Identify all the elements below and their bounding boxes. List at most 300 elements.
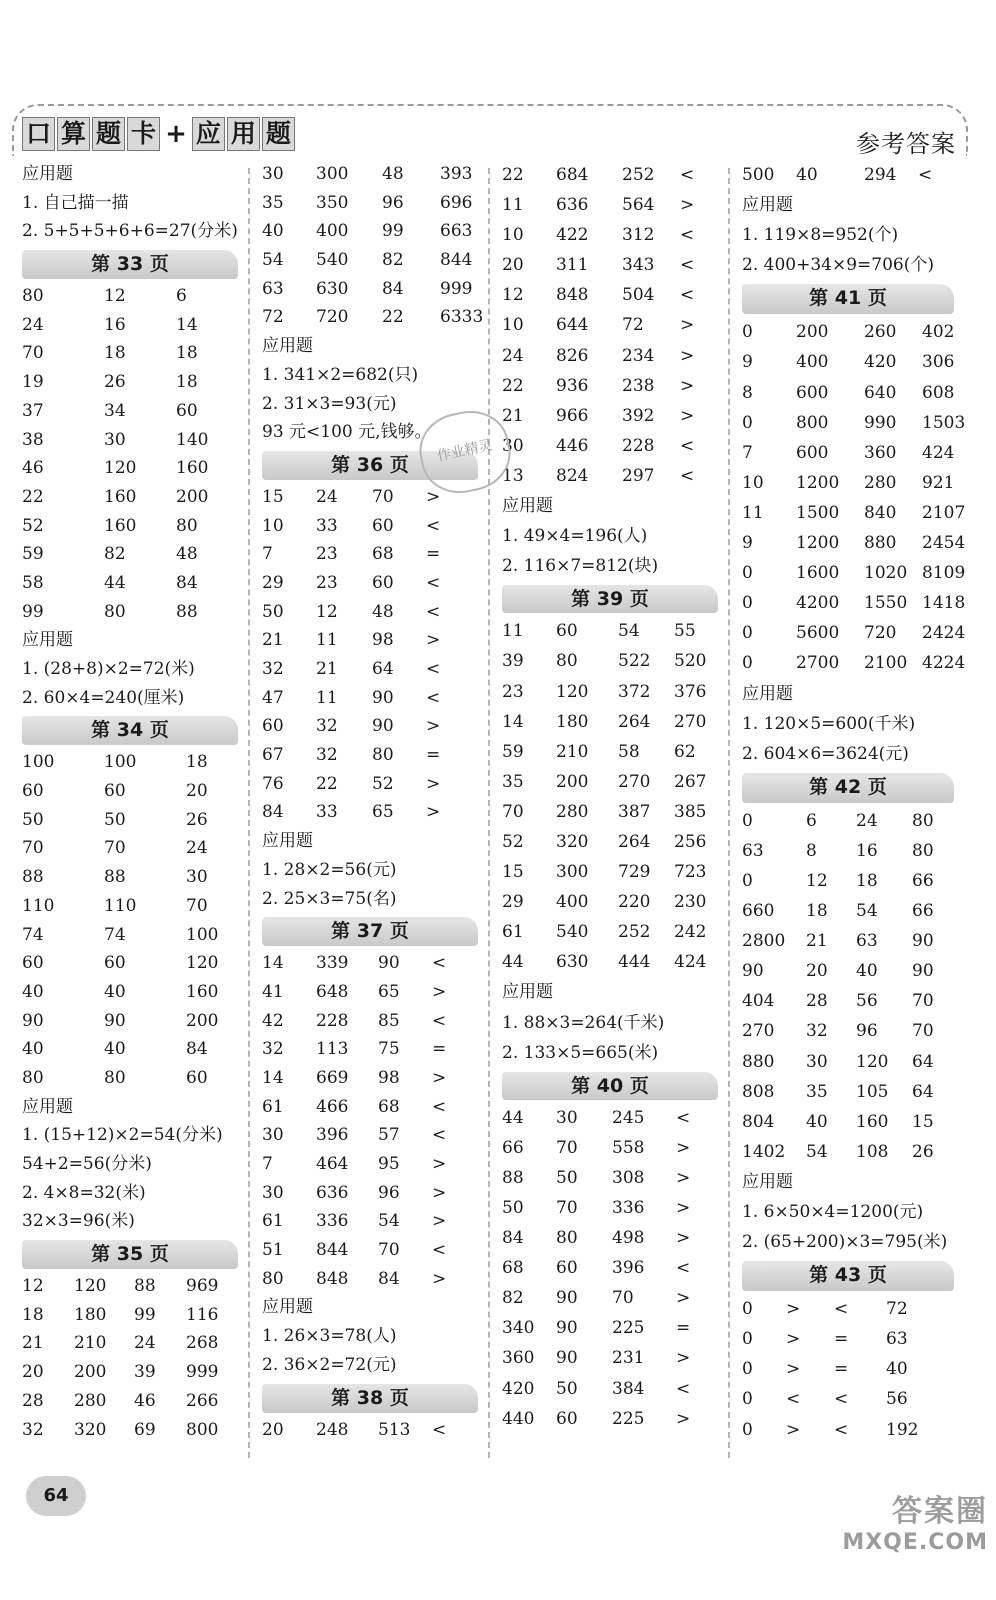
title-char: 题: [262, 117, 295, 151]
answer-cell: 32: [316, 716, 338, 737]
answer-cell: 13: [502, 465, 524, 486]
answer-row: [22, 1416, 238, 1445]
answer-row: [22, 1035, 238, 1064]
answer-row: [262, 1150, 478, 1179]
answer-cell: 1418: [922, 593, 966, 614]
answer-cell: 70: [186, 895, 208, 916]
answer-cell: 56: [856, 991, 878, 1012]
answer-cell: <: [432, 1240, 447, 1261]
answer-cell: 8: [742, 382, 753, 403]
answer-cell: 80: [912, 810, 934, 831]
answer-row: [742, 558, 966, 588]
answer-cell: 50: [556, 1378, 578, 1399]
answer-row: [502, 190, 718, 220]
answer-cell: 120: [556, 681, 589, 702]
answer-line: 93 元<100 元,钱够。: [262, 422, 432, 443]
answer-cell: 7: [262, 1154, 273, 1174]
answer-cell: >: [676, 1348, 691, 1369]
answer-row: [262, 160, 478, 189]
answer-cell: 60: [22, 781, 44, 802]
answer-cell: 385: [674, 801, 707, 822]
answer-cell: =: [432, 1039, 447, 1060]
answer-cell: 12: [104, 286, 126, 307]
answer-cell: 424: [922, 442, 955, 463]
answer-cell: 60: [556, 1258, 578, 1279]
answer-cell: 20: [186, 781, 208, 802]
answer-cell: 66: [502, 1137, 524, 1158]
answer-cell: 392: [622, 405, 655, 426]
answer-row: [262, 1236, 478, 1265]
answer-cell: 522: [618, 651, 651, 672]
answer-row: [742, 866, 954, 896]
answer-cell: 500: [742, 165, 775, 185]
section-label: 应用题: [502, 496, 553, 517]
answer-cell: 11: [502, 621, 524, 642]
answer-cell: 55: [674, 621, 696, 642]
answer-cell: >: [426, 773, 441, 794]
title-char: 用: [227, 117, 260, 151]
answer-cell: 0: [742, 1419, 753, 1440]
answer-cell: 238: [622, 375, 655, 396]
answer-cell: 225: [612, 1318, 645, 1339]
answer-cell: 1503: [922, 412, 966, 433]
answer-cell: 64: [372, 659, 394, 679]
answer-cell: 98: [378, 1067, 400, 1088]
answer-cell: 513: [378, 1419, 411, 1440]
answer-cell: =: [834, 1359, 849, 1380]
answer-cell: 30: [262, 1125, 284, 1146]
answer-cell: 608: [922, 382, 955, 403]
answer-cell: 26: [104, 372, 126, 393]
answer-cell: 96: [856, 1021, 878, 1042]
answer-cell: 0: [742, 1329, 753, 1350]
answer-cell: 260: [864, 322, 897, 343]
answer-cell: 50: [104, 809, 126, 830]
answer-cell: 80: [262, 1268, 284, 1289]
answer-row: [262, 712, 478, 741]
answer-row: [262, 275, 478, 304]
answer-cell: 663: [440, 221, 473, 242]
answer-cell: 297: [622, 465, 655, 486]
answer-row: [22, 368, 238, 397]
answer-cell: 34: [104, 400, 126, 421]
answer-row: [22, 483, 238, 512]
answer-cell: 210: [74, 1333, 107, 1354]
answer-cell: 30: [556, 1107, 578, 1128]
answer-row: [502, 1103, 718, 1133]
answer-cell: <: [432, 1125, 447, 1146]
answer-row: [742, 896, 954, 926]
answer-row: [262, 1007, 478, 1036]
watermark-line1: 答案圈: [892, 1494, 988, 1529]
answer-row: [262, 1416, 478, 1445]
answer-cell: 99: [22, 601, 44, 622]
answer-cell: >: [432, 1182, 447, 1203]
answer-cell: 160: [104, 515, 137, 536]
answer-cell: 6333: [440, 307, 484, 328]
answer-cell: <: [426, 687, 441, 708]
answer-cell: >: [676, 1137, 691, 1158]
answer-row: [502, 887, 718, 917]
answer-cell: >: [680, 195, 695, 216]
answer-cell: 70: [378, 1240, 400, 1261]
answer-cell: 8: [806, 840, 817, 861]
answer-cell: 6: [806, 810, 817, 831]
answer-cell: 33: [316, 515, 338, 536]
answer-cell: 72: [622, 315, 644, 336]
answer-row: [262, 569, 478, 598]
answer-row: [262, 598, 478, 627]
answer-cell: 999: [440, 278, 473, 299]
answer-cell: 99: [134, 1304, 156, 1325]
answer-cell: 80: [104, 1067, 126, 1088]
answer-cell: 70: [912, 1021, 934, 1042]
page-heading-banner: 第 36 页: [262, 451, 478, 480]
page-heading-banner: 第 38 页: [262, 1384, 478, 1413]
answer-line: 1. (28+8)×2=72(米): [22, 659, 195, 679]
answer-cell: 12: [316, 601, 338, 622]
answer-cell: 969: [186, 1276, 219, 1297]
answer-row: [742, 1047, 954, 1077]
answer-cell: 84: [186, 1039, 208, 1060]
answer-row: [502, 160, 718, 190]
answer-cell: 422: [556, 225, 589, 246]
answer-cell: <: [918, 165, 933, 185]
answer-line: 1. 6×50×4=1200(元): [742, 1202, 924, 1222]
answer-line: 1. 自己描一描: [22, 192, 129, 213]
answer-cell: 10: [502, 315, 524, 336]
answer-cell: 396: [612, 1258, 645, 1279]
answer-cell: 826: [556, 345, 589, 366]
answer-cell: 61: [502, 922, 524, 943]
answer-cell: 70: [502, 801, 524, 822]
answer-cell: 62: [674, 741, 696, 762]
answer-cell: 35: [262, 192, 284, 213]
answer-cell: 640: [864, 382, 897, 403]
answer-row: [262, 540, 478, 569]
answer-row: [502, 646, 718, 676]
answer-cell: 11: [316, 630, 338, 651]
answer-cell: 10: [742, 472, 764, 493]
answer-cell: 90: [912, 961, 934, 982]
answer-cell: 0: [742, 623, 753, 644]
answer-cell: 70: [612, 1288, 634, 1309]
answer-cell: <: [432, 953, 447, 974]
answer-row: [22, 512, 238, 541]
answer-cell: 2454: [922, 533, 966, 554]
answer-cell: 50: [262, 601, 284, 622]
answer-cell: 424: [674, 952, 707, 973]
section-label: 应用题: [502, 982, 553, 1003]
answer-cell: >: [680, 315, 695, 336]
answer-row: [22, 311, 238, 340]
answer-cell: 420: [502, 1378, 535, 1399]
answer-cell: 376: [674, 681, 707, 702]
answer-cell: 404: [742, 991, 775, 1012]
answer-cell: 64: [912, 1051, 934, 1072]
answer-cell: 15: [502, 862, 524, 883]
answer-cell: 14: [262, 953, 284, 974]
answer-cell: 40: [104, 981, 126, 1002]
answer-cell: 21: [806, 931, 828, 952]
answer-row: [502, 461, 718, 491]
answer-cell: 12: [806, 870, 828, 891]
answer-cell: 0: [742, 412, 753, 433]
answer-cell: 800: [796, 412, 829, 433]
answer-row: [742, 1016, 954, 1046]
answer-cell: 540: [556, 922, 589, 943]
answer-line: 1. 26×3=78(人): [262, 1326, 397, 1347]
answer-cell: 720: [864, 623, 897, 644]
answer-row: [262, 770, 478, 799]
answer-cell: 24: [316, 486, 338, 507]
answer-cell: 4200: [796, 593, 840, 614]
answer-cell: 54: [618, 621, 640, 642]
answer-cell: 84: [378, 1268, 400, 1289]
answer-cell: 54: [806, 1141, 828, 1162]
answer-cell: 180: [556, 711, 589, 732]
answer-cell: <: [680, 465, 695, 486]
answer-cell: 0: [742, 563, 753, 584]
answer-row: [502, 431, 718, 461]
answer-row: [22, 1329, 238, 1358]
answer-cell: 63: [856, 931, 878, 952]
answer-cell: >: [676, 1228, 691, 1249]
answer-cell: 360: [864, 442, 897, 463]
answer-cell: 82: [104, 544, 126, 565]
answer-cell: 0: [742, 870, 753, 891]
answer-cell: =: [834, 1329, 849, 1350]
answer-cell: 52: [22, 515, 44, 536]
title-char: 算: [57, 117, 90, 151]
answer-cell: 58: [22, 572, 44, 593]
answer-cell: 800: [186, 1419, 219, 1440]
answer-row: [262, 217, 478, 246]
answer-row: [22, 454, 238, 483]
answer-row: [262, 246, 478, 275]
answer-cell: 14: [502, 711, 524, 732]
answer-cell: 24: [22, 314, 44, 335]
answer-cell: 840: [864, 502, 897, 523]
answer-cell: 30: [104, 429, 126, 450]
answer-row: [742, 648, 966, 678]
answer-cell: 1402: [742, 1141, 786, 1162]
answer-row: [22, 569, 238, 598]
answer-cell: 44: [104, 572, 126, 593]
answer-cell: 400: [556, 892, 589, 913]
answer-cell: <: [786, 1389, 801, 1410]
answer-cell: 29: [262, 572, 284, 593]
answer-cell: >: [680, 405, 695, 426]
answer-cell: 1600: [796, 563, 840, 584]
answer-cell: 80: [556, 1228, 578, 1249]
answer-cell: 50: [502, 1198, 524, 1218]
answer-cell: 85: [378, 1010, 400, 1031]
page-heading-banner: 第 43 页: [742, 1261, 954, 1291]
answer-row: [502, 280, 718, 310]
answer-cell: 396: [316, 1125, 349, 1146]
answer-cell: 21: [316, 659, 338, 679]
answer-cell: 280: [864, 472, 897, 493]
answer-cell: 160: [176, 458, 209, 479]
answer-cell: 18: [22, 1304, 44, 1325]
answer-cell: 35: [502, 771, 524, 792]
answer-cell: 0: [742, 810, 753, 831]
answer-cell: 90: [372, 716, 394, 737]
answer-cell: 38: [22, 429, 44, 450]
answer-cell: 96: [378, 1182, 400, 1203]
answer-line: 2. 60×4=240(厘米): [22, 687, 185, 708]
answer-cell: 30: [262, 164, 284, 184]
answer-cell: 2100: [864, 653, 908, 674]
answer-cell: 0: [742, 593, 753, 614]
stamp-text: 作业精灵: [435, 437, 494, 465]
answer-cell: 22: [316, 773, 338, 794]
section-label: 应用题: [22, 164, 73, 184]
answer-cell: 90: [556, 1348, 578, 1369]
answer-row: [262, 303, 484, 332]
answer-cell: 59: [22, 544, 44, 565]
answer-cell: 113: [316, 1039, 349, 1060]
answer-cell: 54: [856, 901, 878, 922]
answer-cell: 160: [104, 486, 137, 507]
answer-cell: 58: [618, 741, 640, 762]
answer-cell: 16: [104, 314, 126, 335]
answer-cell: 60: [556, 1408, 578, 1429]
answer-cell: 402: [922, 322, 955, 343]
answer-cell: 21: [22, 1333, 44, 1354]
answer-cell: 35: [806, 1081, 828, 1102]
answer-cell: 51: [262, 1240, 284, 1261]
answer-cell: 70: [556, 1137, 578, 1158]
answer-cell: 22: [382, 307, 404, 328]
answer-cell: 90: [912, 931, 934, 952]
title-char: 应: [192, 117, 225, 151]
answer-cell: 48: [382, 164, 404, 184]
answer-cell: 1550: [864, 593, 908, 614]
answer-cell: 18: [176, 372, 198, 393]
answer-cell: 228: [316, 1010, 349, 1031]
answer-cell: 266: [186, 1390, 219, 1411]
answer-cell: =: [426, 745, 441, 766]
answer-row: [262, 626, 478, 655]
answer-cell: 264: [618, 831, 651, 852]
page-heading-banner: 第 35 页: [22, 1240, 238, 1269]
answer-cell: 210: [556, 741, 589, 762]
page-heading-banner: 第 34 页: [22, 716, 238, 745]
answer-cell: 90: [22, 1010, 44, 1031]
answer-cell: 39: [502, 651, 524, 672]
answer-cell: 220: [618, 892, 651, 913]
answer-cell: >: [680, 345, 695, 366]
answer-cell: 61: [262, 1211, 284, 1232]
answer-cell: 50: [556, 1167, 578, 1188]
answer-cell: 336: [316, 1211, 349, 1232]
answer-row: [22, 282, 238, 311]
answer-cell: 84: [382, 278, 404, 299]
answer-cell: 21: [262, 630, 284, 651]
answer-line: 2. 604×6=3624(元): [742, 743, 909, 764]
answer-row: [502, 1374, 718, 1404]
answer-row: [262, 1093, 478, 1122]
page-heading-banner: 第 39 页: [502, 585, 718, 613]
answer-cell: 30: [186, 867, 208, 888]
answer-cell: 74: [22, 924, 44, 945]
answer-cell: <: [432, 1010, 447, 1031]
answer-cell: 24: [186, 838, 208, 859]
answer-row: [262, 741, 478, 770]
answer-cell: 343: [622, 255, 655, 276]
answer-cell: 42: [262, 1010, 284, 1031]
answer-cell: 15: [912, 1111, 934, 1132]
answer-cell: 12: [22, 1276, 44, 1297]
answer-row: [502, 220, 718, 250]
column-divider: [248, 168, 250, 1458]
answer-line: 1. 88×3=264(千米): [502, 1012, 665, 1033]
answer-row: [502, 947, 718, 977]
answer-cell: 110: [22, 895, 55, 916]
title-plus: +: [165, 119, 187, 149]
answer-cell: 72: [262, 307, 284, 328]
answer-cell: 2800: [742, 931, 786, 952]
answer-cell: 32: [22, 1419, 44, 1440]
answer-row: [262, 978, 478, 1007]
answer-cell: 26: [186, 809, 208, 830]
answer-cell: 48: [372, 601, 394, 622]
answer-cell: 90: [556, 1288, 578, 1309]
answer-cell: 40: [796, 165, 818, 185]
answer-cell: 600: [796, 382, 829, 403]
answer-row: [22, 598, 238, 627]
answer-cell: >: [786, 1419, 801, 1440]
answer-cell: 306: [922, 352, 955, 373]
answer-cell: 2424: [922, 623, 966, 644]
answer-cell: 70: [912, 991, 934, 1012]
answer-row: [502, 1404, 718, 1434]
answer-cell: 120: [74, 1276, 107, 1297]
answer-cell: 28: [806, 991, 828, 1012]
answer-cell: 234: [622, 345, 655, 366]
answer-cell: 180: [74, 1304, 107, 1325]
answer-line: 2. (65+200)×3=795(米): [742, 1232, 948, 1253]
answer-cell: 88: [22, 867, 44, 888]
answer-cell: 60: [556, 621, 578, 642]
answer-cell: 393: [440, 164, 473, 184]
answer-cell: 88: [176, 601, 198, 622]
answer-column-4: [742, 160, 966, 1460]
answer-line: 2. 36×2=72(元): [262, 1354, 397, 1375]
answer-cell: 59: [502, 741, 524, 762]
answer-column-2: [262, 160, 484, 1460]
answer-row: [22, 1387, 238, 1416]
answer-cell: 228: [622, 435, 655, 456]
answer-row: [742, 1137, 954, 1167]
answer-cell: 120: [186, 953, 219, 974]
answer-row: [22, 1272, 238, 1301]
answer-cell: 100: [104, 752, 137, 773]
answer-cell: 80: [372, 745, 394, 766]
answer-cell: 69: [134, 1419, 156, 1440]
answer-cell: 336: [612, 1198, 645, 1218]
page-heading-banner: 第 41 页: [742, 284, 954, 314]
answer-cell: 18: [856, 870, 878, 891]
answer-cell: 320: [556, 831, 589, 852]
answer-cell: 14: [176, 314, 198, 335]
answer-cell: 23: [316, 544, 338, 565]
answer-row: [262, 684, 478, 713]
answer-row: [742, 528, 966, 558]
answer-row: [502, 1283, 718, 1313]
